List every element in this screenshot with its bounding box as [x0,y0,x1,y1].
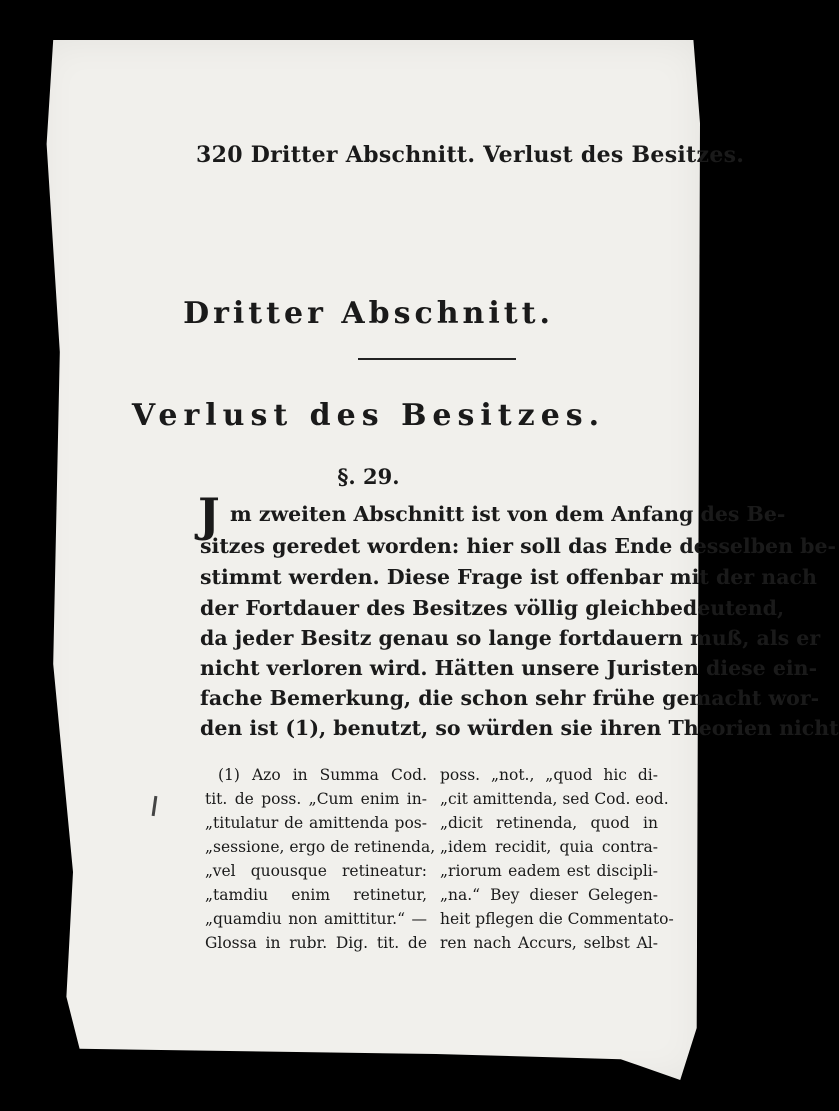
footnote-left-line: „tamdiu enim retinetur, [205,886,427,904]
paragraph-number: §. 29. [337,464,400,489]
section-title: Dritter Abschnitt. [183,296,554,331]
footnote-right-line: ren nach Accurs, selbst Al- [440,934,658,952]
footnote-right-line: poss. „not., „quod hic di- [440,766,658,784]
drop-cap: J [198,488,220,542]
body-line: da jeder Besitz genau so lange fortdauern muß, als er [200,626,821,650]
footnote-right-line: „dicit retinenda, quod in [440,814,658,832]
footnote-left-line: „sessione, ergo de retinenda, [205,838,436,856]
footnote-left-line: Glossa in rubr. Dig. tit. de [205,934,427,952]
chapter-title: Verlust des Besitzes. [131,398,606,433]
body-line: m zweiten Abschnitt ist von dem Anfang des Be- [230,502,786,526]
footnote-left-line: tit. de poss. „Cum enim in- [205,790,427,808]
footnote-right-line: „idem recidit, quia contra- [440,838,658,856]
footnote-right-line: „riorum eadem est discipli- [440,862,658,880]
body-line: stimmt werden. Diese Frage ist offenbar mit der nach [200,565,817,589]
divider-rule [358,358,516,360]
body-line: der Fortdauer des Besitzes völlig gleichbedeutend, [200,596,785,620]
body-line: fache Bemerkung, die schon sehr frühe gemacht wor- [200,686,820,710]
footnote-left-line: „titulatur de amittenda pos- [205,814,427,832]
body-line: sitzes geredet worden: hier soll das Ende desselben be- [200,534,837,558]
body-line: nicht verloren wird. Hätten unsere Juristen diese ein- [200,656,818,680]
footnote-right-line: heit pflegen die Commentato- [440,910,674,928]
footnote-left-line: (1) Azo in Summa Cod. [218,766,427,784]
footnote-left-line: „quamdiu non amittitur.“ — [205,910,427,928]
body-line: den ist (1), benutzt, so würden sie ihren Theorien nicht [200,716,839,740]
footnote-right-line: „na.“ Bey dieser Gelegen- [440,886,658,904]
footnote-right-line: „cit amittenda, sed Cod. eod. [440,790,669,808]
running-head: 320 Dritter Abschnitt. Verlust des Besitzes. [196,142,745,168]
footnote-left-line: „vel quousque retineatur: [205,862,427,880]
